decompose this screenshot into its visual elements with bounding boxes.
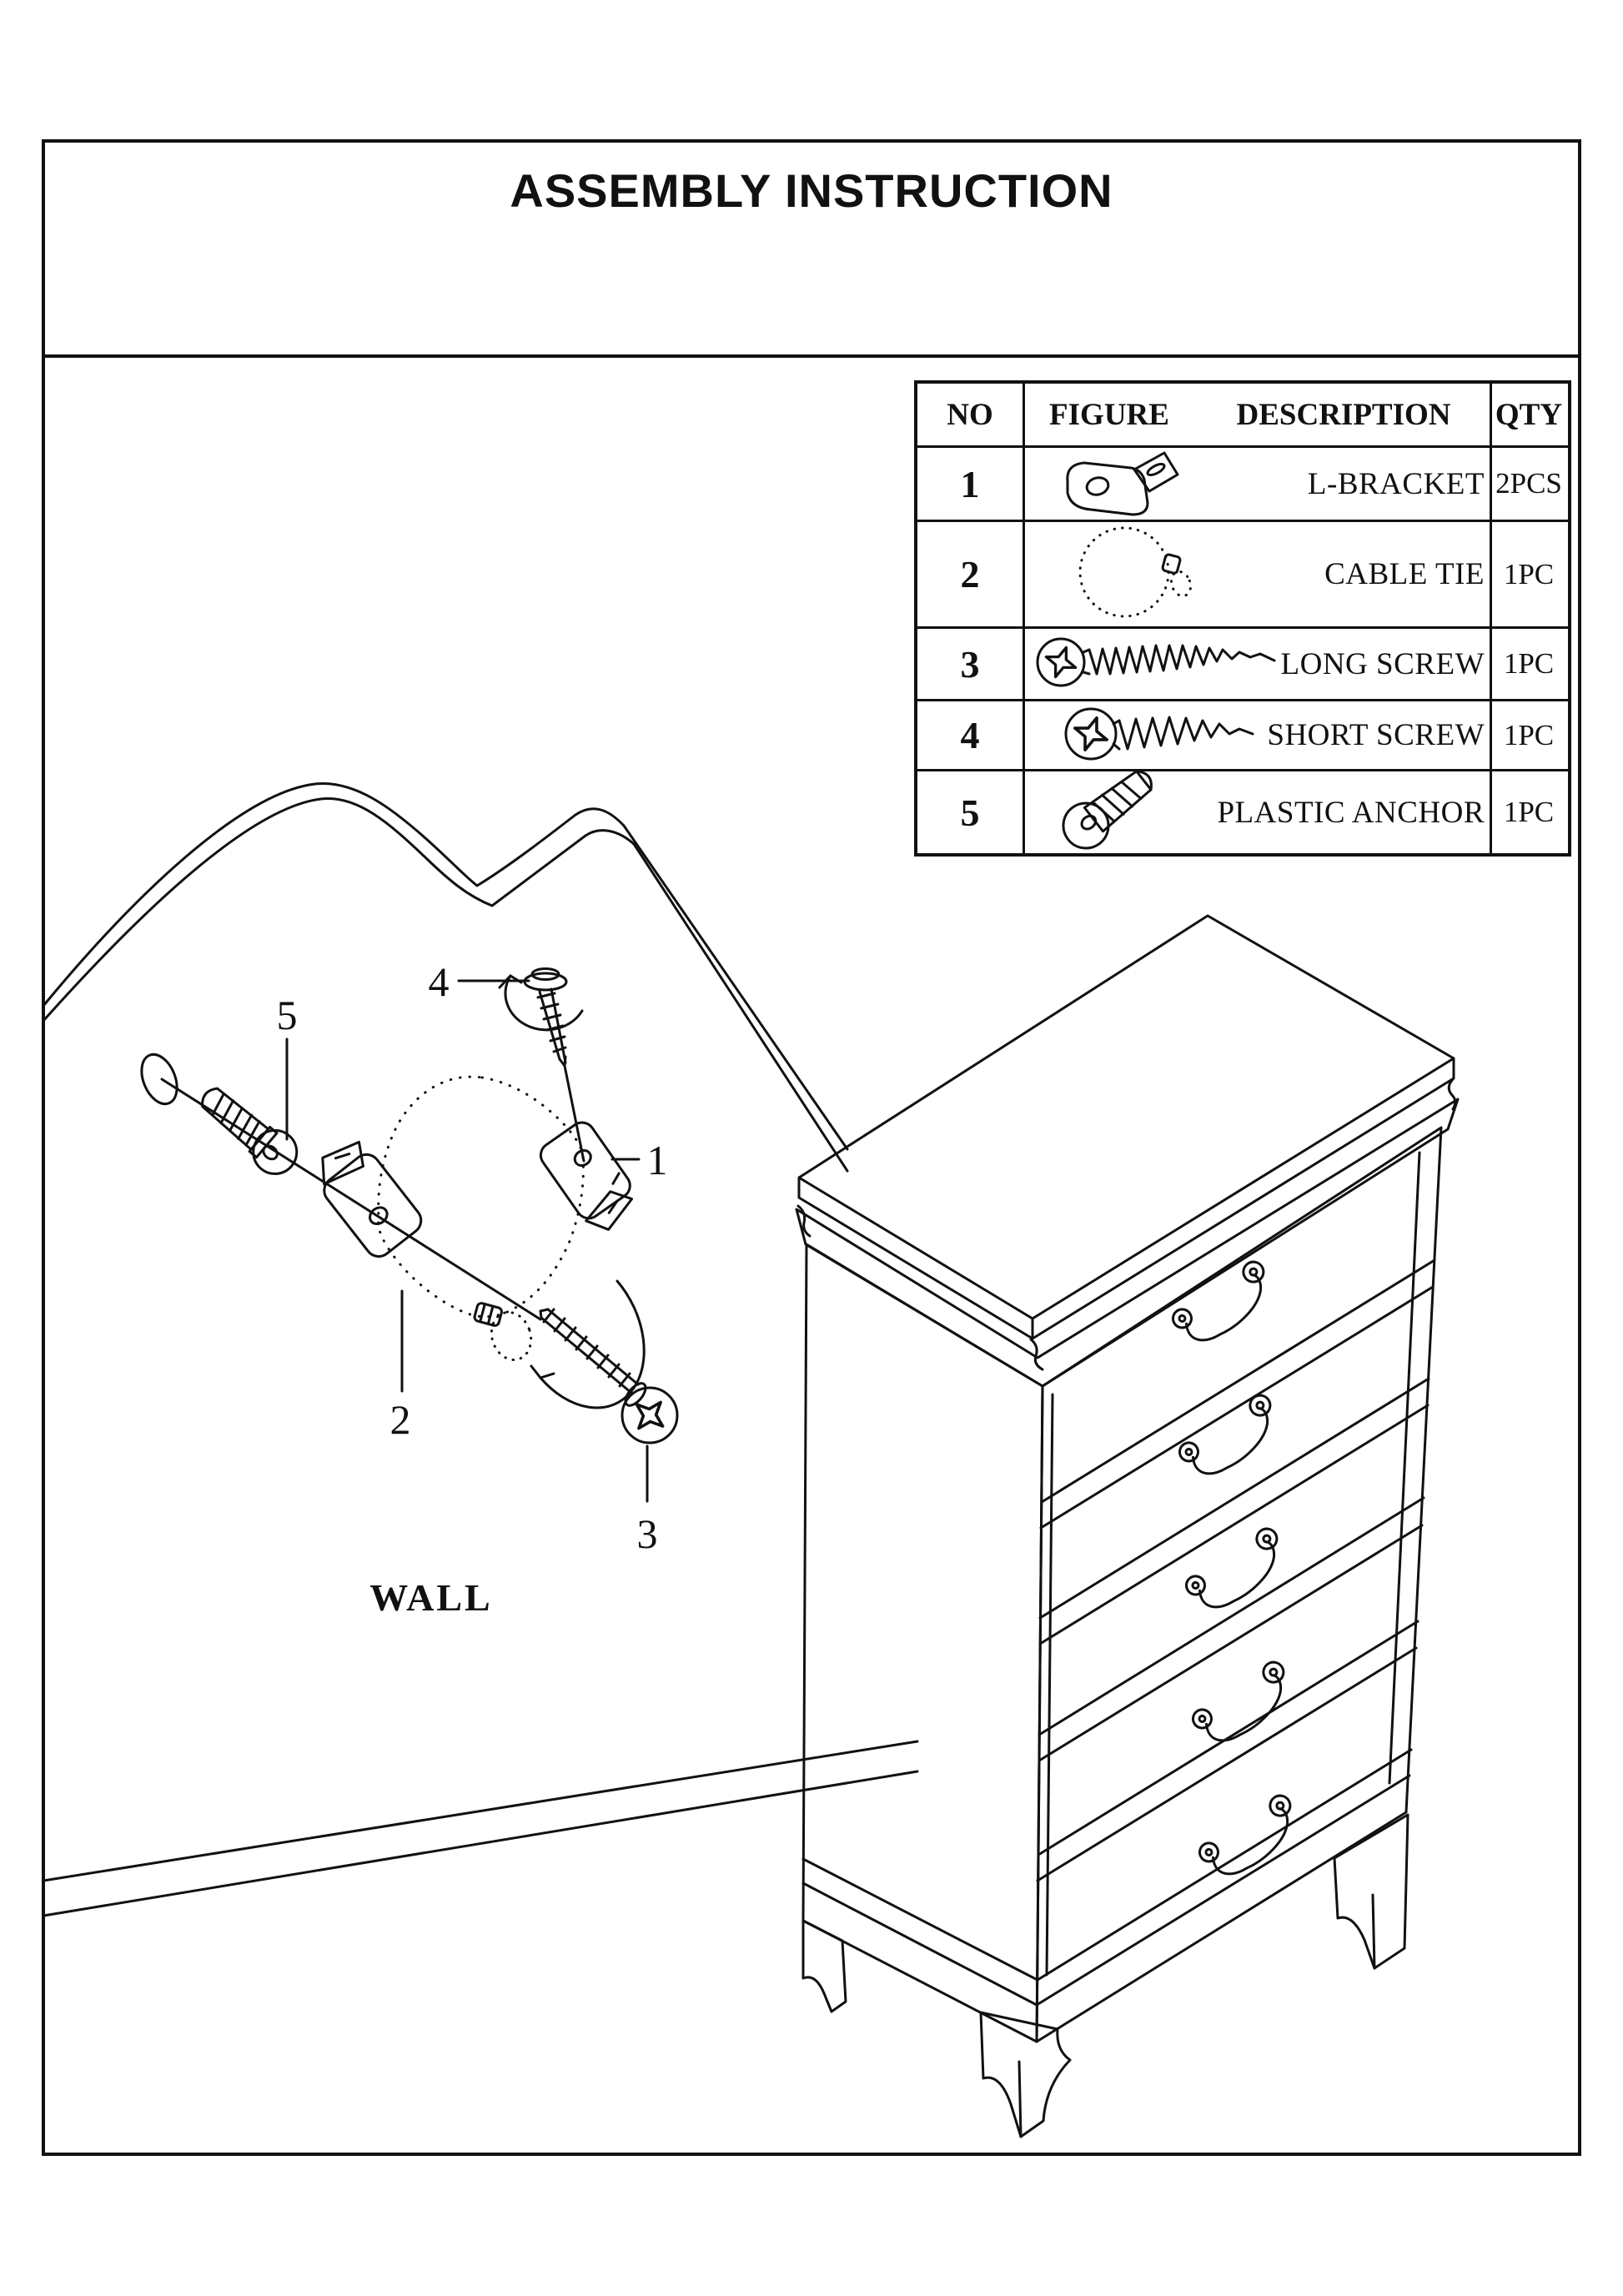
row5-description: PLASTIC ANCHOR — [1217, 795, 1485, 830]
row5-no: 5 — [960, 791, 980, 834]
row2-description: CABLE TIE — [1324, 557, 1485, 591]
wall-label: WALL — [369, 1576, 493, 1619]
row2-no: 2 — [960, 553, 980, 595]
callout-1-label: 1 — [646, 1137, 668, 1183]
callout-3-label: 3 — [636, 1510, 658, 1557]
row4-no: 4 — [960, 714, 980, 756]
row3-description: LONG SCREW — [1280, 646, 1485, 681]
row3-qty: 1PC — [1503, 647, 1555, 680]
row4-qty: 1PC — [1503, 718, 1555, 751]
row1-description: L-BRACKET — [1307, 466, 1485, 501]
page-title: ASSEMBLY INSTRUCTION — [510, 164, 1113, 217]
callout-5-label: 5 — [276, 992, 298, 1038]
callout-2-label: 2 — [389, 1396, 411, 1443]
row1-no: 1 — [960, 462, 980, 505]
row2-qty: 1PC — [1503, 557, 1555, 590]
table-vline-1 — [1023, 384, 1025, 853]
header-figure: FIGURE — [1049, 397, 1169, 432]
row4-description: SHORT SCREW — [1267, 718, 1485, 752]
callout-4-label: 4 — [428, 958, 450, 1005]
row5-qty: 1PC — [1503, 796, 1555, 828]
header-no: NO — [947, 397, 993, 432]
header-description: DESCRIPTION — [1236, 397, 1451, 432]
header-qty: QTY — [1495, 397, 1563, 432]
parts-table — [914, 380, 1571, 857]
row3-no: 3 — [960, 642, 980, 686]
header-divider — [42, 354, 1581, 358]
row1-qty: 2PCS — [1495, 467, 1562, 500]
